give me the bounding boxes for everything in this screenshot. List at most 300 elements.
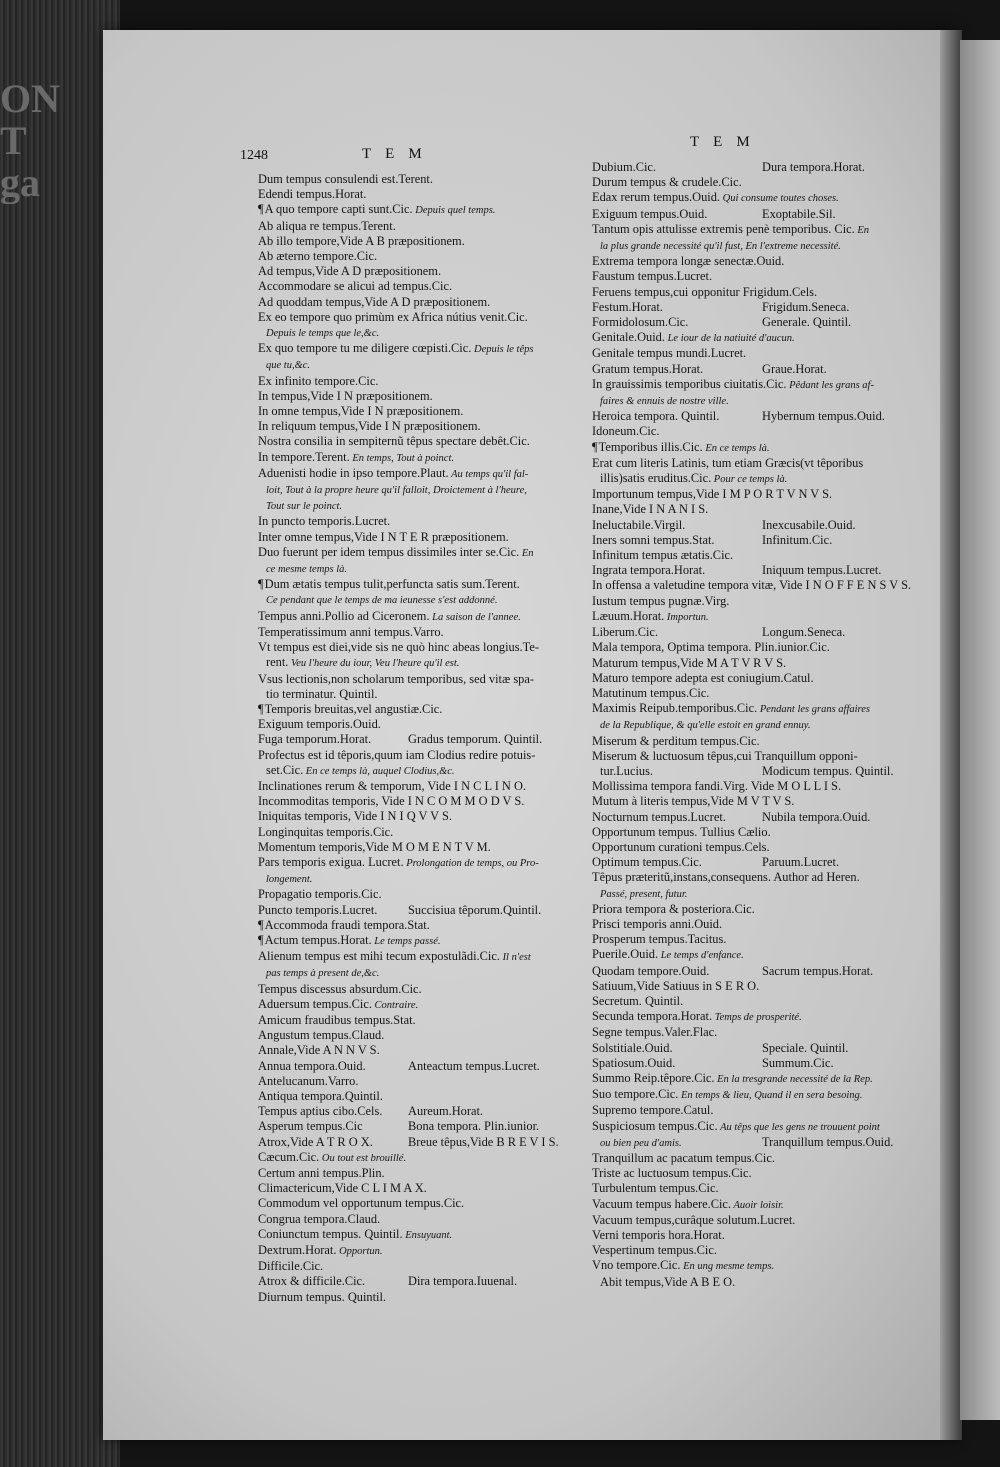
dictionary-line [592, 779, 914, 794]
dictionary-line [592, 902, 914, 917]
french-gloss: Veu l'heure du iour, Veu l'heure qu'il est. [288, 658, 460, 670]
dictionary-line [592, 656, 914, 671]
dictionary-line [592, 1119, 914, 1135]
dictionary-line [592, 964, 914, 979]
dictionary-line [258, 702, 576, 717]
french-gloss: En la tresgrande necessité de la Rep. [714, 1073, 873, 1085]
french-gloss: En [854, 224, 870, 236]
entry-text: Inclinationes rerum & temporum, Vide I N C L I N O. [258, 778, 527, 793]
french-gloss: Le temps passé. [371, 935, 441, 947]
second-entry-text: Bona tempora. Plin.iunior. [408, 1119, 540, 1134]
entry-text: Exiguum temporis.Ouid. [258, 717, 381, 732]
entry-text: Abit tempus,Vide A B E O. [600, 1274, 736, 1289]
french-gloss: loit, Tout à la propre heure qu'il falloit, Droictement à l'heure, [266, 485, 527, 497]
dictionary-line [592, 440, 914, 456]
entry-text: Tempus discessus absurdum.Cic. [258, 981, 422, 996]
entry-text: Dubium.Cic. [592, 160, 657, 174]
dictionary-line [592, 1087, 914, 1103]
second-entry-text: Frigidum.Seneca. [762, 299, 850, 314]
dictionary-line [258, 933, 576, 949]
entry-text: Dextrum.Horat. [258, 1243, 337, 1258]
dictionary-line [258, 1074, 576, 1089]
entry-text: Satiuum,Vide Satiuus in S E R O. [592, 978, 760, 993]
entry-text: Maturo tempore adepta est coniugium.Catul. [592, 670, 814, 685]
second-entry-text: Sacrum tempus.Horat. [762, 963, 874, 978]
facing-page-edge [960, 40, 1000, 1420]
entry-text: rent. [266, 655, 289, 670]
second-entry-text: Aureum.Horat. [408, 1104, 484, 1119]
entry-text: In offensa a valetudine tempora vitæ, Vide I N O F F E N S V S. [592, 578, 912, 593]
dictionary-line [592, 238, 914, 254]
entry-text: Momentum temporis,Vide M O M E N T V M. [258, 839, 491, 854]
entry-text: Liberum.Cic. [592, 625, 659, 640]
second-entry-text: Paruum.Lucret. [762, 855, 840, 870]
french-gloss: En ung mesme temps. [680, 1261, 775, 1273]
dictionary-line [592, 717, 914, 733]
running-head-left: TEM [362, 146, 436, 162]
entry-text: Coniunctum tempus. Quintil. [258, 1226, 403, 1241]
entry-text: Puerile.Ouid. [592, 947, 659, 962]
dictionary-line [258, 1150, 576, 1166]
dictionary-line [258, 1227, 576, 1243]
french-gloss: En temps, Tout à poinct. [349, 452, 455, 464]
french-gloss: faires & ennuis de nostre ville. [600, 396, 729, 408]
dictionary-line [592, 269, 914, 284]
second-entry-text: Summum.Cic. [762, 1055, 834, 1070]
dictionary-line [592, 471, 914, 487]
dictionary-line [592, 1009, 914, 1025]
entry-text: Temporibus illis.Cic. [598, 439, 703, 454]
dictionary-line [592, 855, 914, 870]
dictionary-line [592, 1041, 914, 1056]
entry-text: Alienum tempus est mihi tecum expostulãdi.Cic. [258, 949, 500, 964]
dictionary-line [592, 207, 914, 222]
entry-text: Edax rerum tempus.Ouid. [592, 190, 721, 205]
entry-text: Commodum vel opportunum tempus.Cic. [258, 1196, 465, 1211]
entry-text: Antelucanum.Varro. [258, 1073, 359, 1088]
dictionary-line [592, 764, 914, 779]
dictionary-line [592, 518, 914, 533]
dictionary-line [592, 870, 914, 885]
dictionary-line [258, 325, 576, 341]
dictionary-line [258, 357, 576, 373]
entry-text: Antiqua tempora.Quintil. [258, 1088, 383, 1103]
dictionary-line [258, 1059, 576, 1074]
french-gloss: longement. [266, 874, 313, 886]
entry-text: Ex infinito tempore.Cic. [258, 373, 379, 388]
entry-text: Supremo tempore.Catul. [592, 1103, 714, 1118]
dictionary-line [258, 887, 576, 902]
french-gloss: de la Republique, & qu'elle estoit en grand ennuy. [600, 720, 811, 732]
dictionary-line [592, 393, 914, 409]
dictionary-line [258, 1259, 576, 1274]
dictionary-line [592, 609, 914, 625]
second-entry-text: Iniquum tempus.Lucret. [762, 563, 882, 578]
second-entry-text: Infinitum.Cic. [762, 532, 833, 547]
entry-text: Iniquitas temporis, Vide I N I Q V V S. [258, 809, 452, 824]
dictionary-line [258, 918, 576, 933]
entry-text: Tempus anni.Pollio ad Ciceronem. [258, 608, 430, 623]
dictionary-line [258, 577, 576, 592]
french-gloss: En ce temps là, auquel Clodius,&c. [303, 765, 455, 777]
entry-text: Priora tempora & posteriora.Cic. [592, 901, 755, 916]
bleed-line: T [0, 118, 27, 163]
french-gloss: Depuis le temps que le,&c. [266, 328, 380, 340]
french-gloss: Prolongation de temps, ou Pro- [403, 857, 539, 869]
page-gutter [940, 30, 962, 1440]
second-entry-text: Modicum tempus. Quintil. [762, 763, 894, 778]
dictionary-line [258, 997, 576, 1013]
dictionary-line [592, 1166, 914, 1181]
french-gloss: Tout sur le poinct. [266, 501, 343, 513]
dictionary-line [258, 1043, 576, 1058]
dictionary-line [592, 1228, 914, 1243]
entry-text: Temperatissimum anni tempus.Varro. [258, 624, 444, 639]
second-entry-text: Nubila tempora.Ouid. [762, 809, 871, 824]
dictionary-line [592, 979, 914, 994]
entry-text: Climactericum,Vide C L I M A X. [258, 1181, 427, 1196]
entry-text: Iners somni tempus.Stat. [592, 532, 715, 547]
dictionary-line [258, 871, 576, 887]
entry-text: tio terminatur. Quintil. [266, 686, 378, 701]
dictionary-line [592, 1071, 914, 1087]
dictionary-line [592, 377, 914, 393]
dictionary-line [258, 779, 576, 794]
second-entry-text: Hybernum tempus.Ouid. [762, 409, 885, 424]
entry-text: Diurnum tempus. Quintil. [258, 1289, 387, 1304]
french-gloss: Il n'est [499, 952, 531, 964]
french-gloss: Depuis quel temps. [412, 205, 496, 217]
entry-text: Tantum opis attulisse extremis penè temporibus. Cic. [592, 221, 855, 236]
entry-text: Genitale tempus mundi.Lucret. [592, 346, 747, 361]
french-gloss: Pour ce temps là. [711, 474, 788, 486]
entry-text: In grauissimis temporibus ciuitatis.Cic. [592, 376, 787, 391]
dictionary-line [592, 1056, 914, 1071]
second-entry-text: Generale. Quintil. [762, 315, 852, 330]
entry-text: Tranquillum ac pacatum tempus.Cic. [592, 1151, 775, 1165]
french-gloss: que tu,&c. [266, 360, 311, 372]
dictionary-line [258, 1166, 576, 1181]
dictionary-line [592, 640, 914, 655]
french-gloss: En ce temps là. [702, 442, 770, 454]
entry-text: Opportunum tempus. Tullius Cælio. [592, 824, 771, 839]
dictionary-line [592, 671, 914, 686]
dictionary-line [258, 419, 576, 434]
entry-text: Infinitum tempus ætatis.Cic. [592, 548, 734, 563]
dictionary-line [592, 190, 914, 206]
dictionary-line [592, 315, 914, 330]
dictionary-line [258, 1243, 576, 1259]
entry-text: Heroica tempora. Quintil. [592, 409, 720, 424]
entry-text: Actum tempus.Horat. [264, 932, 372, 947]
entry-text: Ad tempus,Vide A D præpositionem. [258, 264, 442, 279]
entry-text: Edendi tempus.Horat. [258, 187, 367, 202]
entry-text: Nocturnum tempus.Lucret. [592, 809, 726, 824]
french-gloss: Auoir loisir. [731, 1199, 784, 1211]
entry-text: Incommoditas temporis, Vide I N C O M M O D V S. [258, 794, 525, 809]
dictionary-line [258, 592, 576, 608]
second-entry-text: Tranquillum tempus.Ouid. [762, 1134, 894, 1149]
entry-text: Mutum à literis tempus,Vide M V T V S. [592, 794, 795, 809]
entry-text: Congrua tempora.Claud. [258, 1211, 381, 1226]
entry-text: Accommodare se alicui ad tempus.Cic. [258, 279, 453, 294]
dictionary-line [258, 219, 576, 234]
entry-text: Aduenisti hodie in ipso tempore.Plaut. [258, 465, 449, 480]
entry-text: Importunum tempus,Vide I M P O R T V N V S. [592, 487, 833, 502]
entry-text: Profectus est id têporis,quum iam Clodius redire potuis- [258, 747, 536, 762]
dictionary-line [592, 1025, 914, 1040]
dictionary-line [258, 609, 576, 625]
dictionary-line [258, 172, 576, 187]
entry-text: Vacuum tempus,curâque solutum.Lucret. [592, 1212, 796, 1227]
entry-text: Ingrata tempora.Horat. [592, 563, 706, 578]
dictionary-line [592, 285, 914, 300]
dictionary-line [258, 809, 576, 824]
entry-text: Secunda tempora.Horat. [592, 1009, 713, 1024]
entry-text: Ad quoddam tempus,Vide A D præpositionem. [258, 294, 491, 309]
dictionary-line [592, 548, 914, 563]
entry-text: Vt tempus est diei,vide sis ne quò hinc abeas longius.Te- [258, 640, 539, 655]
entry-text: Ab illo tempore,Vide A B præpositionem. [258, 233, 465, 248]
dictionary-line [592, 222, 914, 238]
entry-text: Genitale.Ouid. [592, 330, 665, 345]
entry-text: Ab aliqua re tempus.Terent. [258, 218, 396, 233]
dictionary-line [592, 1135, 914, 1151]
entry-text: Vespertinum tempus.Cic. [592, 1243, 717, 1258]
dictionary-line [258, 514, 576, 529]
dictionary-line [592, 1275, 914, 1290]
dictionary-line [258, 794, 576, 809]
dictionary-line [592, 1181, 914, 1196]
second-entry-text: Anteactum tempus.Lucret. [408, 1058, 540, 1073]
french-gloss: Contraire. [371, 999, 419, 1011]
dictionary-line [258, 732, 576, 747]
dictionary-line [258, 1290, 576, 1305]
entry-text: Prosperum tempus.Tacitus. [592, 932, 727, 947]
dictionary-line [592, 160, 914, 175]
dictionary-line [258, 341, 576, 357]
entry-text: Annale,Vide A N N V S. [258, 1043, 380, 1058]
second-entry-text: Succisiua têporum.Quintil. [408, 902, 542, 917]
dictionary-line [592, 917, 914, 932]
entry-text: Inter omne tempus,Vide I N T E R præpositionem. [258, 529, 509, 544]
entry-text: Puncto temporis.Lucret. [258, 902, 378, 917]
dictionary-line [592, 300, 914, 315]
entry-text: In reliquum tempus,Vide I N præpositionem. [258, 419, 481, 434]
entry-text: In tempore.Terent. [258, 449, 350, 464]
french-gloss: ce mesme temps là. [266, 564, 348, 576]
french-gloss: pas temps à present de,&c. [266, 968, 380, 980]
running-head-right: TEM [690, 134, 764, 150]
dictionary-line [258, 404, 576, 419]
dictionary-line [592, 734, 914, 749]
second-entry-text: Exoptabile.Sil. [762, 206, 836, 221]
dictionary-line [258, 482, 576, 498]
dictionary-line [258, 717, 576, 732]
entry-text: Segne tempus.Valer.Flac. [592, 1025, 718, 1040]
dictionary-line [258, 234, 576, 249]
dictionary-line [258, 949, 576, 965]
entry-text: Amicum fraudibus tempus.Stat. [258, 1012, 416, 1027]
entry-text: Longinquitas temporis.Cic. [258, 824, 394, 839]
second-entry-text: Dira tempora.Iuuenal. [408, 1274, 518, 1289]
french-gloss: Le temps d'enfance. [658, 950, 744, 962]
dictionary-line [258, 840, 576, 855]
french-gloss: Opportun. [336, 1246, 383, 1258]
dictionary-line [592, 794, 914, 809]
entry-text: Idoneum.Cic. [592, 424, 660, 439]
dictionary-line [258, 1119, 576, 1134]
dictionary-line [258, 1212, 576, 1227]
entry-text: Propagatio temporis.Cic. [258, 887, 382, 902]
dictionary-line [592, 749, 914, 764]
entry-text: Dum ætatis tempus tulit,perfuncta satis sum.Terent. [264, 577, 520, 592]
dictionary-line [258, 450, 576, 466]
dictionary-line [258, 249, 576, 264]
dictionary-line [592, 994, 914, 1009]
second-entry-text: Inexcusabile.Ouid. [762, 517, 856, 532]
dictionary-line [592, 686, 914, 701]
dictionary-line [258, 310, 576, 325]
dictionary-line [258, 498, 576, 514]
entry-text: Suspiciosum tempus.Cic. [592, 1118, 718, 1133]
french-gloss: Ou tout est brouillé. [319, 1152, 407, 1164]
dictionary-line [592, 409, 914, 424]
dictionary-line [592, 825, 914, 840]
dictionary-line [592, 1213, 914, 1228]
french-gloss: La saison de l'annee. [429, 611, 521, 623]
dictionary-line [258, 687, 576, 702]
french-gloss: Ensuyuant. [402, 1229, 453, 1241]
dictionary-line [592, 1243, 914, 1258]
dictionary-line [258, 1196, 576, 1211]
entry-text: Annua tempora.Ouid. [258, 1058, 366, 1073]
dictionary-line [592, 625, 914, 640]
entry-text: Temporis breuitas,vel angustiæ.Cic. [264, 701, 443, 716]
french-gloss: Depuis le têps [471, 344, 534, 356]
entry-text: Miserum & luctuosum têpus,cui Tranquillum opponi- [592, 748, 858, 763]
entry-text: Iustum tempus pugnæ.Virg. [592, 593, 730, 608]
entry-text: Duo fuerunt per idem tempus dissimiles inter se.Cic. [258, 544, 520, 559]
entry-text: Turbulentum tempus.Cic. [592, 1181, 719, 1196]
entry-text: Feruens tempus,cui opponitur Frigidum.Cels. [592, 284, 818, 299]
entry-text: Pars temporis exigua. Lucret. [258, 854, 404, 869]
dictionary-line [258, 530, 576, 545]
entry-text: Accommoda fraudi tempora.Stat. [264, 917, 430, 932]
dictionary-line [258, 855, 576, 871]
dictionary-line [592, 330, 914, 346]
french-gloss: Importun. [664, 611, 709, 623]
entry-text: Fuga temporum.Horat. [258, 732, 372, 747]
entry-text: Vacuum tempus habere.Cic. [592, 1196, 732, 1211]
entry-text: Atrox,Vide A T R O X. [258, 1134, 373, 1149]
entry-text: Gratum tempus.Horat. [592, 361, 704, 376]
entry-text: Maximis Reipub.temporibus.Cic. [592, 701, 758, 716]
entry-text: Opportunum curationi tempus.Cels. [592, 839, 770, 854]
dictionary-line [592, 594, 914, 609]
entry-text: Vno tempore.Cic. [592, 1258, 681, 1273]
second-entry-text: Longum.Seneca. [762, 625, 846, 640]
dictionary-line [592, 175, 914, 190]
dictionary-line [258, 1181, 576, 1196]
dictionary-line [258, 825, 576, 840]
entry-text: In puncto temporis.Lucret. [258, 514, 391, 529]
dictionary-line [592, 563, 914, 578]
dictionary-line [592, 932, 914, 947]
dictionary-line [592, 1151, 914, 1166]
dictionary-line [258, 561, 576, 577]
dictionary-line [592, 810, 914, 825]
dictionary-line [258, 625, 576, 640]
dictionary-line [258, 1013, 576, 1028]
dictionary-line [258, 295, 576, 310]
left-column [258, 172, 576, 1305]
dictionary-line [592, 701, 914, 717]
dictionary-line [258, 1028, 576, 1043]
page-number: 1248 [240, 148, 268, 163]
french-gloss: Au têps que les gens ne trouuent point [717, 1121, 880, 1133]
dictionary-line [592, 502, 914, 517]
entry-text: Certum anni tempus.Plin. [258, 1166, 385, 1180]
second-entry-text: Graue.Horat. [762, 361, 827, 376]
entry-text: Tempus aptius cibo.Cels. [258, 1104, 383, 1119]
entry-text: Cæcum.Cic. [258, 1149, 320, 1164]
dictionary-line [258, 982, 576, 997]
entry-text: Mollissima tempora fandi.Virg. Vide M O L L I S. [592, 779, 842, 794]
second-entry-text: Breue têpus,Vide B R E V I S. [408, 1134, 559, 1149]
entry-text: Verni temporis hora.Horat. [592, 1228, 725, 1243]
second-entry-text: Speciale. Quintil. [762, 1040, 849, 1055]
french-gloss: Temps de prosperité. [712, 1012, 802, 1024]
dictionary-line [258, 202, 576, 218]
entry-text: Maturum tempus,Vide M A T V R V S. [592, 655, 787, 670]
dictionary-line [258, 640, 576, 655]
entry-text: Ex quo tempore tu me diligere cœpisti.Cic. [258, 341, 472, 356]
dictionary-line [258, 748, 576, 763]
entry-text: Difficile.Cic. [258, 1259, 324, 1274]
french-gloss: En [519, 547, 534, 559]
dictionary-line [258, 903, 576, 918]
dictionary-line [592, 1197, 914, 1213]
entry-text: Ineluctabile.Virgil. [592, 517, 686, 532]
entry-text: Ex eo tempore quo primùm ex Africa nútius venit.Cic. [258, 309, 528, 324]
entry-text: set.Cic. [266, 762, 304, 777]
entry-text: Atrox & difficile.Cic. [258, 1274, 366, 1289]
entry-text: Erat cum literis Latinis, tum etiam Græcis(vt têporibus [592, 455, 864, 470]
dictionary-line [592, 1258, 914, 1274]
entry-text: Dum tempus consulendi est.Terent. [258, 172, 433, 186]
french-gloss: Qui consume toutes choses. [720, 193, 839, 205]
bleed-through-text [0, 78, 60, 204]
dictionary-line [592, 346, 914, 361]
entry-text: Exiguum tempus.Ouid. [592, 206, 708, 221]
entry-text: Inane,Vide I N A N I S. [592, 502, 709, 517]
entry-text: Aduersum tempus.Cic. [258, 996, 372, 1011]
entry-text: Mala tempora, Optima tempora. Plin.iunior.Cic. [592, 640, 830, 655]
book-fore-edge [0, 0, 120, 1467]
dictionary-line [258, 763, 576, 779]
dictionary-line [258, 672, 576, 687]
second-entry-text: Dura tempora.Horat. [762, 160, 865, 174]
entry-text: In omne tempus,Vide I N præpositionem. [258, 404, 464, 419]
entry-text: Suo tempore.Cic. [592, 1087, 679, 1102]
bleed-line: ga [0, 160, 40, 204]
dictionary-line [258, 1274, 576, 1289]
entry-text: Spatiosum.Ouid. [592, 1055, 676, 1070]
entry-text: Optimum tempus.Cic. [592, 855, 702, 870]
french-gloss: Au temps qu'il fal- [448, 468, 529, 480]
dictionary-line [258, 965, 576, 981]
